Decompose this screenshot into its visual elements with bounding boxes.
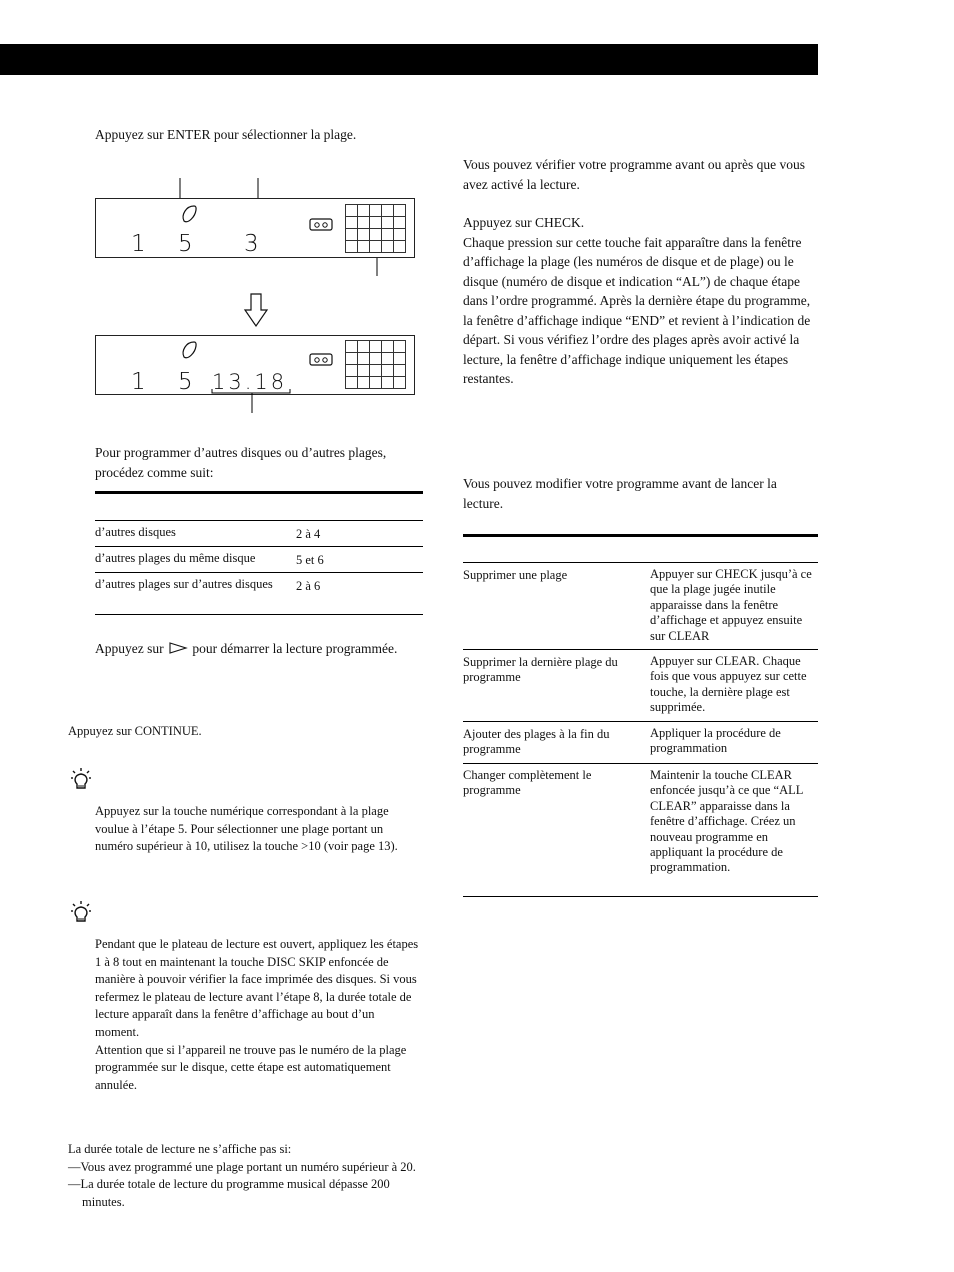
table-row-label: d’autres plages du même disque xyxy=(95,551,256,565)
track-grid xyxy=(345,204,406,253)
table-row-label: Supprimer la dernière plage du programme xyxy=(463,655,618,685)
step-enter-text: Appuyez sur ENTER pour sélectionner la plage. xyxy=(95,127,357,142)
header-bar xyxy=(0,44,818,75)
table-row-value: Appuyer sur CLEAR. Chaque fois que vous appuyez sur cette touche, la dernière plage est supprimée. xyxy=(650,654,807,715)
table-row-rule xyxy=(95,572,423,573)
check-step-text xyxy=(463,213,823,389)
note-item: —La durée totale de lecture du programme musical dépasse 200 minutes. xyxy=(68,1177,390,1209)
table-row-value: 5 et 6 xyxy=(296,553,324,567)
table-row-rule xyxy=(463,763,818,764)
disc-icon xyxy=(178,203,200,225)
time-callout xyxy=(200,385,300,415)
more-intro-text: Pour programmer d’autres disques ou d’autres plages, procédez comme suit: xyxy=(95,445,387,480)
table-row-value: 2 à 4 xyxy=(296,527,321,541)
table-row-label: Supprimer une plage xyxy=(463,568,568,582)
lcd1-digit-disc-number: 5 xyxy=(178,231,193,257)
table-row-rule xyxy=(463,721,818,722)
table-row-value: Maintenir la touche CLEAR enfoncée jusqu’à ce que “ALL CLEAR” apparaisse dans la fenêtre d’affichage. Créez un nouveau programme en appliquant la procédure de programmation. xyxy=(650,768,803,875)
track-grid xyxy=(345,340,406,389)
lcd1-digit-track: 3 xyxy=(244,231,259,257)
table-bottom-rule xyxy=(463,896,818,897)
tip2-paragraph: Pendant que le plateau de lecture est ouvert, appliquez les étapes 1 à 8 tout en maintenant la touche DISC SKIP enfoncée de manière à pouvoir vérifier la face imprimée des disques. Si vous refermez le plateau de lecture avant l’étape 8, la durée totale de lecture apparaît dans la fenêtre d’affichage au bout d’un moment. xyxy=(95,937,419,1039)
table-header-rule xyxy=(95,520,423,521)
note-item: —Vous avez programmé une plage portant un numéro supérieur à 20. xyxy=(68,1159,416,1174)
play-step-before: Appuyez sur xyxy=(95,641,164,656)
note-block xyxy=(68,1141,418,1211)
table-top-rule xyxy=(95,491,423,494)
tip2-paragraph: Attention que si l’appareil ne trouve pas le numéro de la plage programmée sur le disque, cette étape est automatiquement annulée. xyxy=(95,1042,407,1092)
modify-intro-text: Vous pouvez modifier votre programme avant de lancer la lecture. xyxy=(463,476,777,511)
table-row-value: Appliquer la procédure de programmation xyxy=(650,726,781,756)
table-bottom-rule xyxy=(95,614,423,615)
table-row-label: d’autres disques xyxy=(95,525,176,539)
lcd2-digit-disc-number: 5 xyxy=(178,369,193,395)
table-row-value: Appuyer sur CHECK jusqu’à ce que la plage jugée inutile apparaisse dans la fenêtre d’affichage et appuyez ensuite sur CLEAR xyxy=(650,567,812,643)
table-row-rule xyxy=(95,546,423,547)
continue-text: Appuyez sur CONTINUE. xyxy=(68,724,202,738)
play-icon xyxy=(168,642,188,654)
tip-lightbulb-icon xyxy=(70,900,92,924)
tip2-text xyxy=(95,936,420,1094)
lcd-display-1 xyxy=(95,198,415,258)
tape-icon xyxy=(309,352,333,366)
play-step-text xyxy=(95,639,415,659)
check-body-text: Chaque pression sur cette touche fait apparaître dans la fenêtre d’affichage la plage (les numéros de disque et de plage) ou le disque (numéro de disque et indication “AL”) de chaque étape dans l’ordre programmé. Après la dernière étape du programme, la fenêtre d’affichage indique “END” et revient à l’indication de départ. Si vous vérifiez l’ordre des plages après avoir activé la lecture, la fenêtre d’affichage indique uniquement les étapes restantes. xyxy=(463,234,811,386)
disc-icon xyxy=(178,339,200,361)
check-step-heading: Appuyez sur CHECK. xyxy=(463,215,585,230)
lcd1-digit-disc: 1 xyxy=(131,231,146,257)
table-row-label: Ajouter des plages à la fin du programme xyxy=(463,727,610,757)
table-row-label: Changer complètement le programme xyxy=(463,768,592,798)
check-intro-text: Vous pouvez vérifier votre programme avant ou après que vous avez activé la lecture. xyxy=(463,157,806,192)
table-header-rule xyxy=(463,562,818,563)
tip-lightbulb-icon xyxy=(70,767,92,791)
play-step-after: pour démarrer la lecture programmée. xyxy=(192,641,398,656)
table-row-rule xyxy=(463,649,818,650)
lcd2-digit-disc: 1 xyxy=(131,369,146,395)
table-top-rule xyxy=(463,534,818,537)
arrow-down-icon xyxy=(243,292,269,328)
tip1-text: Appuyez sur la touche numérique correspondant à la plage voulue à l’étape 5. Pour sélectionner une plage portant un numéro supérieur à 10, utilisez la touche >10 (voir page 13). xyxy=(95,804,398,854)
table-row-label: d’autres plages sur d’autres disques xyxy=(95,577,273,591)
note-list xyxy=(68,1159,418,1212)
table-row-value: 2 à 6 xyxy=(296,579,321,593)
tape-icon xyxy=(309,217,333,231)
note-intro: La durée totale de lecture ne s’affiche pas si: xyxy=(68,1142,292,1156)
lcd2-total-time: 13.18 xyxy=(212,370,288,394)
